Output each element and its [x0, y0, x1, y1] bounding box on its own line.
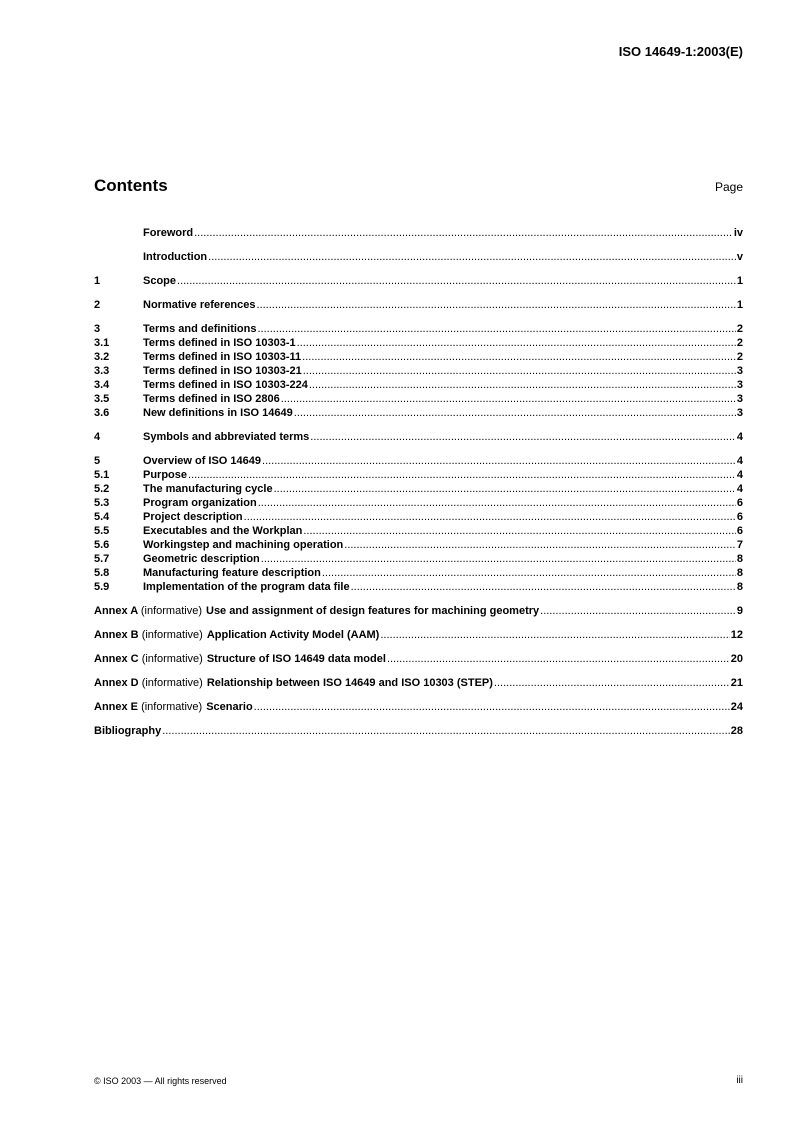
dot-leader — [162, 724, 730, 738]
annex-title: Scenario — [206, 701, 253, 713]
toc-entry[interactable] — [94, 524, 743, 538]
toc-entry-page: v — [736, 251, 743, 263]
toc-entry-title: Terms defined in ISO 10303-11 — [143, 351, 302, 363]
annex-informative-tag: (informative) — [141, 677, 203, 689]
annex-page: 20 — [730, 653, 743, 665]
toc-entry-page: 3 — [736, 365, 743, 377]
toc-entry-title: Terms and definitions — [143, 323, 257, 335]
toc-entry-title: Introduction — [143, 251, 208, 263]
document-id: ISO 14649-1:2003(E) — [618, 44, 743, 59]
annex-title: Application Activity Model (AAM) — [206, 629, 380, 641]
toc-entry[interactable] — [94, 552, 743, 566]
copyright-notice: © ISO 2003 — All rights reserved — [94, 1076, 227, 1086]
toc-entry-title: The manufacturing cycle — [143, 483, 273, 495]
toc-entry-title: Terms defined in ISO 10303-224 — [143, 379, 308, 391]
toc-annex-entry[interactable] — [94, 676, 743, 690]
toc-entry-title: Executables and the Workplan — [143, 525, 303, 537]
dot-leader — [540, 604, 736, 618]
toc-entry-page: 2 — [736, 323, 743, 335]
toc-entry[interactable] — [94, 378, 743, 392]
dot-leader — [309, 378, 736, 392]
toc-annex-entry[interactable] — [94, 700, 743, 714]
dot-leader — [294, 406, 736, 420]
dot-leader — [274, 482, 736, 496]
annex-title: Structure of ISO 14649 data model — [206, 653, 386, 665]
dot-leader — [244, 510, 736, 524]
dot-leader — [257, 322, 735, 336]
toc-entry-number: 5.2 — [94, 483, 110, 495]
toc-entry-page: 6 — [736, 497, 743, 509]
toc-entry-title: Workingstep and machining operation — [143, 539, 344, 551]
toc-entry-title: Purpose — [143, 469, 188, 481]
toc-entry-page: 6 — [736, 525, 743, 537]
toc-entry-page: 6 — [736, 511, 743, 523]
toc-entry[interactable] — [94, 482, 743, 496]
dot-leader — [344, 538, 736, 552]
toc-entry-page: 1 — [736, 299, 743, 311]
toc-entry-page: 7 — [736, 539, 743, 551]
toc-entry-page: 8 — [736, 553, 743, 565]
dot-leader — [303, 364, 736, 378]
annex-informative-tag: (informative) — [141, 701, 203, 713]
dot-leader — [254, 700, 730, 714]
toc-entry-title: Project description — [143, 511, 243, 523]
page-number: iii — [736, 1075, 743, 1086]
toc-entry-page: 4 — [736, 469, 743, 481]
annex-informative-tag: (informative) — [141, 653, 203, 665]
toc-annex-entry[interactable] — [94, 628, 743, 642]
toc-entry-number: 3 — [94, 323, 101, 335]
toc-entry-number: 3.3 — [94, 365, 110, 377]
dot-leader — [303, 524, 736, 538]
toc-entry[interactable] — [94, 580, 743, 594]
contents-heading: Contents — [94, 176, 168, 195]
toc-entry[interactable] — [94, 250, 743, 264]
annex-page: 24 — [730, 701, 743, 713]
toc-entry-number: 5.7 — [94, 553, 110, 565]
annex-title: Use and assignment of design features for machining geometry — [206, 605, 540, 617]
toc-entry-page: 3 — [736, 393, 743, 405]
annex-letter: Annex E — [94, 701, 139, 713]
bibliography-title: Bibliography — [94, 725, 162, 737]
dot-leader — [351, 580, 736, 594]
dot-leader — [310, 430, 736, 444]
toc-entry-page: 2 — [736, 337, 743, 349]
dot-leader — [297, 336, 736, 350]
toc-entry-title: Manufacturing feature description — [143, 567, 321, 579]
toc-entry-title: Program organization — [143, 497, 257, 509]
toc-entry[interactable] — [94, 496, 743, 510]
dot-leader — [177, 274, 736, 288]
toc-entry-title: Terms defined in ISO 2806 — [143, 393, 280, 405]
toc-entry-number: 5.3 — [94, 497, 110, 509]
toc-entry[interactable] — [94, 406, 743, 420]
annex-label — [94, 628, 203, 642]
toc-entry-title: Normative references — [143, 299, 256, 311]
toc-entry[interactable] — [94, 430, 743, 444]
toc-entry-number: 3.1 — [94, 337, 110, 349]
annex-label — [94, 652, 203, 666]
dot-leader — [380, 628, 729, 642]
toc-entry[interactable] — [94, 468, 743, 482]
toc-entry-page: 4 — [736, 431, 743, 443]
toc-entry-number: 5.8 — [94, 567, 110, 579]
dot-leader — [194, 226, 733, 240]
toc-entry-page: 4 — [736, 455, 743, 467]
toc-annex-entry[interactable] — [94, 604, 743, 618]
toc-entry[interactable] — [94, 392, 743, 406]
toc-entry[interactable] — [94, 364, 743, 378]
bibliography-page: 28 — [730, 725, 743, 737]
page-column-label: Page — [714, 180, 743, 194]
dot-leader — [188, 468, 736, 482]
toc-entry-page: 4 — [736, 483, 743, 495]
annex-informative-tag: (informative) — [140, 605, 202, 617]
toc-entry-page: 1 — [736, 275, 743, 287]
toc-entry-number: 5.5 — [94, 525, 110, 537]
dot-leader — [322, 566, 736, 580]
toc-entry-title: Overview of ISO 14649 — [143, 455, 262, 467]
dot-leader — [262, 454, 736, 468]
toc-entry-page: 2 — [736, 351, 743, 363]
toc-entry[interactable] — [94, 322, 743, 336]
annex-letter: Annex C — [94, 653, 139, 665]
toc-entry-number: 3.4 — [94, 379, 110, 391]
toc-entry-title: New definitions in ISO 14649 — [143, 407, 293, 419]
toc-entry-page: 3 — [736, 379, 743, 391]
annex-letter: Annex A — [94, 605, 138, 617]
dot-leader — [258, 496, 736, 510]
toc-entry-number: 3.2 — [94, 351, 110, 363]
annex-letter: Annex D — [94, 677, 139, 689]
toc-entry[interactable] — [94, 298, 743, 312]
toc-entry-page: 8 — [736, 581, 743, 593]
toc-entry-number: 5.1 — [94, 469, 110, 481]
toc-entry[interactable] — [94, 566, 743, 580]
dot-leader — [387, 652, 730, 666]
toc-entry-title: Terms defined in ISO 10303-21 — [143, 365, 302, 377]
toc-entry-number: 3.5 — [94, 393, 110, 405]
toc-entry-number: 3.6 — [94, 407, 110, 419]
toc-entry[interactable] — [94, 350, 743, 364]
toc-entry-page: 3 — [736, 407, 743, 419]
annex-page: 9 — [736, 605, 743, 617]
toc-entry-title: Terms defined in ISO 10303-1 — [143, 337, 296, 349]
annex-label — [94, 700, 202, 714]
annex-label — [94, 676, 203, 690]
toc-entry[interactable] — [94, 538, 743, 552]
toc-entry[interactable] — [94, 510, 743, 524]
dot-leader — [257, 298, 736, 312]
annex-page: 21 — [730, 677, 743, 689]
toc-entry[interactable] — [94, 274, 743, 288]
toc-entry-number: 2 — [94, 299, 101, 311]
dot-leader — [281, 392, 736, 406]
toc-entry-number: 5.9 — [94, 581, 110, 593]
dot-leader — [494, 676, 730, 690]
dot-leader — [261, 552, 736, 566]
annex-letter: Annex B — [94, 629, 139, 641]
toc-entry-page: iv — [733, 227, 743, 239]
annex-label — [94, 604, 202, 618]
table-of-contents — [94, 226, 743, 738]
toc-entry-title: Scope — [143, 275, 177, 287]
annex-informative-tag: (informative) — [141, 629, 203, 641]
toc-entry-title: Foreword — [143, 227, 194, 239]
toc-entry[interactable] — [94, 454, 743, 468]
toc-entry-number: 5.6 — [94, 539, 110, 551]
toc-bibliography-entry[interactable] — [94, 724, 743, 738]
toc-entry-title: Symbols and abbreviated terms — [143, 431, 310, 443]
annex-title: Relationship between ISO 14649 and ISO 10303 (STEP) — [206, 677, 493, 689]
toc-annex-entry[interactable] — [94, 652, 743, 666]
toc-entry-number: 1 — [94, 275, 101, 287]
toc-entry[interactable] — [94, 226, 743, 240]
toc-entry-number: 4 — [94, 431, 101, 443]
toc-entry-title: Implementation of the program data file — [143, 581, 350, 593]
annex-page: 12 — [730, 629, 743, 641]
toc-entry-title: Geometric description — [143, 553, 260, 565]
toc-entry-page: 8 — [736, 567, 743, 579]
toc-entry-number: 5.4 — [94, 511, 110, 523]
toc-entry-number: 5 — [94, 455, 101, 467]
dot-leader — [208, 250, 736, 264]
toc-entry[interactable] — [94, 336, 743, 350]
dot-leader — [302, 350, 736, 364]
